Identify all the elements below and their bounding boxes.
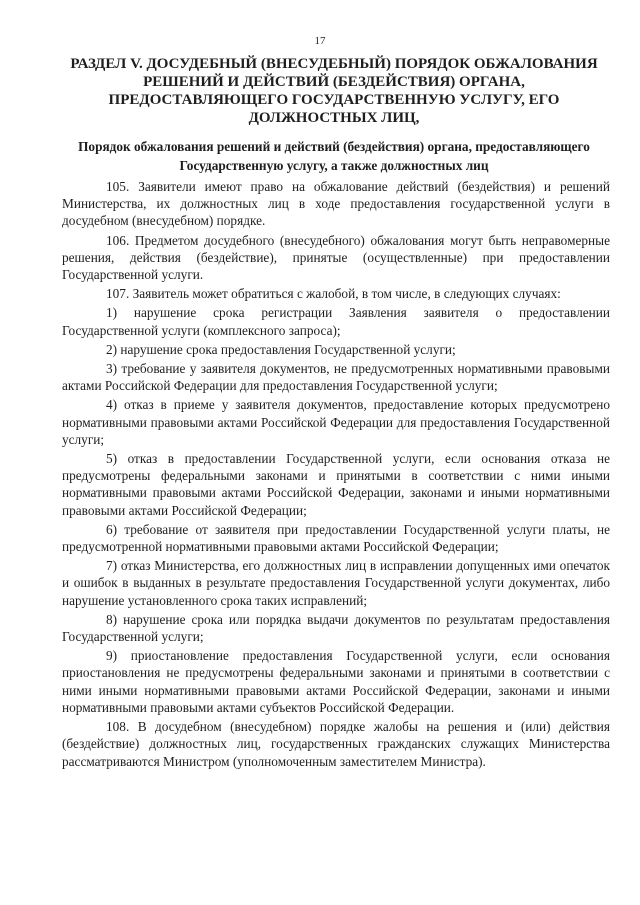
list-item-7: 7) отказ Министерства, его должностных лиц в исправлении допущенных ими опечаток и ошибок в выданных в результате предоставления Государственной услуги документах, либо нарушение установленного срока таких исправлений; — [62, 558, 610, 608]
list-item-5: 5) отказ в предоставлении Государственной услуги, если основания отказа не предусмотрены федеральными законами и принятыми в соответствии с ними иными нормативными правовыми актами Российской Федерации, законами и иными нормативными правовыми актами Российской Федерации; — [62, 451, 610, 518]
list-item-1: 1) нарушение срока регистрации Заявления заявителя о предоставлении Государственной услуги (комплексного запроса); — [62, 305, 610, 338]
list-item-3: 3) требование у заявителя документов, не предусмотренных нормативными правовыми актами Российской Федерации для предоставления Государственной услуги; — [62, 361, 610, 394]
body-text — [62, 178, 610, 772]
paragraph-106: 106. Предметом досудебного (внесудебного) обжалования могут быть неправомерные решения, действия (бездействие), принятые (осуществленные) при предоставлении Государственной услуги. — [62, 232, 610, 283]
list-item-4: 4) отказ в приеме у заявителя документов, предоставление которых предусмотрено нормативными правовыми актами Российской Федерации для предоставления Государственной услуги; — [62, 397, 610, 447]
list-item-8: 8) нарушение срока или порядка выдачи документов по результатам предоставления Государственной услуги; — [62, 611, 610, 645]
paragraph-107: 107. Заявитель может обратиться с жалобой, в том числе, в следующих случаях: — [106, 286, 561, 302]
paragraph-108: 108. В досудебном (внесудебном) порядке жалобы на решения и (или) действия (бездействие) должностных лиц, государственных гражданских служащих Министерства рассматриваются Министром (уполномоченным заместителем Министра). — [62, 719, 610, 769]
page-number: 17 — [314, 35, 326, 47]
paragraph-105: 105. Заявители имеют право на обжалование действий (бездействия) и решений Министерства, их должностных лиц в ходе предоставления государственной услуги в досудебном (внесудебном) порядке. — [62, 179, 610, 229]
list-item-2: 2) нарушение срока предоставления Государственной услуги; — [106, 341, 456, 357]
list-item-9: 9) приостановление предоставления Государственной услуги, если основания приостановления не предусмотрены федеральными законами и принятыми в соответствии с ними иными нормативными правовыми актами Российской Федерации, законами и иными нормативными правовыми актами субъектов Российской Федерации. — [62, 648, 610, 715]
section-title: РАЗДЕЛ V. ДОСУДЕБНЫЙ (ВНЕСУДЕБНЫЙ) ПОРЯДОК ОБЖАЛОВАНИЯ РЕШЕНИЙ И ДЕЙСТВИЙ (БЕЗДЕЙСТВИЯ) ОРГАНА, ПРЕДОСТАВЛЯЮЩЕГО ГОСУДАРСТВЕННУЮ УСЛУГУ, ЕГО ДОЛЖНОСТНЫХ ЛИЦ, — [70, 56, 598, 126]
subsection-title: Порядок обжалования решений и действий (бездействия) органа, предоставляющего Государственную услугу, а также должностных лиц — [78, 139, 590, 173]
list-item-6: 6) требование от заявителя при предоставлении Государственной услуги платы, не предусмотренной нормативными правовыми актами Российской Федерации; — [62, 521, 610, 555]
